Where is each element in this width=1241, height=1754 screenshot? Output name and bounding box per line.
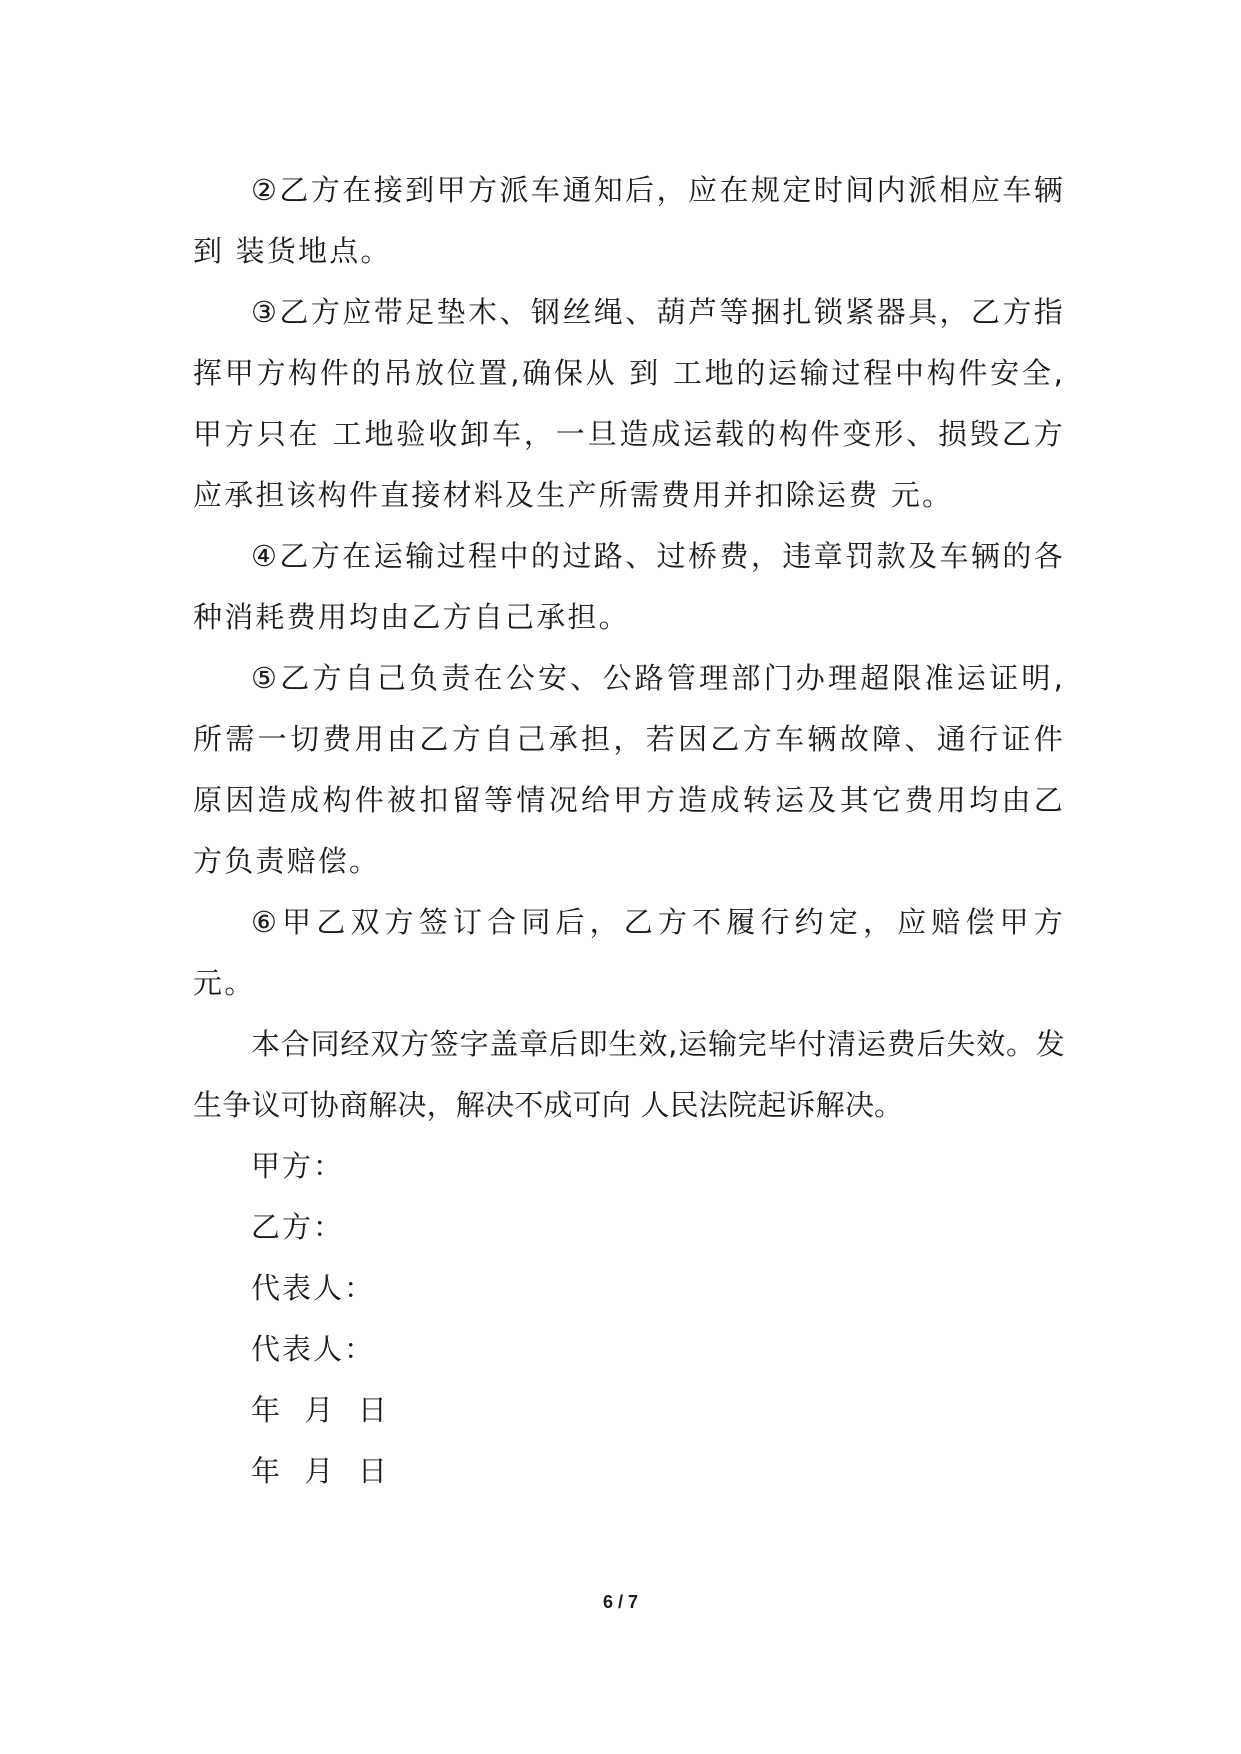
representative-a-label: 代表人： bbox=[251, 1271, 376, 1305]
clause-2: ②乙方在接到甲方派车通知后，应在规定时间内派相应车辆到 装货地点。 bbox=[193, 173, 1065, 268]
clause-5: ⑤乙方自己负责在公安、公路管理部门办理超限准运证明,所需一切费用由乙方自己承担，若因乙方车辆故障、通行证件原因造成构件被扣留等情况给甲方造成转运及其它费用均由乙方负责赔偿。 bbox=[193, 661, 1065, 878]
page-number: 6 / 7 bbox=[602, 1592, 639, 1612]
date-a-line: 年 月 日 bbox=[251, 1393, 389, 1427]
document-body bbox=[193, 160, 1065, 1502]
party-a-label: 甲方： bbox=[251, 1149, 345, 1183]
effectiveness-clause: 本合同经双方签字盖章后即生效,运输完毕付清运费后失效。发生争议可协商解决，解决不成可向 人民法院起诉解决。 bbox=[193, 1027, 1065, 1122]
representative-b-label: 代表人： bbox=[251, 1332, 376, 1366]
date-b-line: 年 月 日 bbox=[251, 1454, 389, 1488]
party-b-label: 乙方： bbox=[251, 1210, 345, 1244]
clause-6: ⑥甲乙双方签订合同后，乙方不履行约定，应赔偿甲方 元。 bbox=[193, 905, 1065, 1000]
clause-3: ③乙方应带足垫木、钢丝绳、葫芦等捆扎锁紧器具，乙方指挥甲方构件的吊放位置,确保从 到 工地的运输过程中构件安全,甲方只在 工地验收卸车，一旦造成运载的构件变形、损毁乙方应承担该构件直接材料及生产所需费用并扣除运费 元。 bbox=[193, 295, 1065, 512]
clause-4: ④乙方在运输过程中的过路、过桥费，违章罚款及车辆的各种消耗费用均由乙方自己承担。 bbox=[193, 539, 1065, 634]
